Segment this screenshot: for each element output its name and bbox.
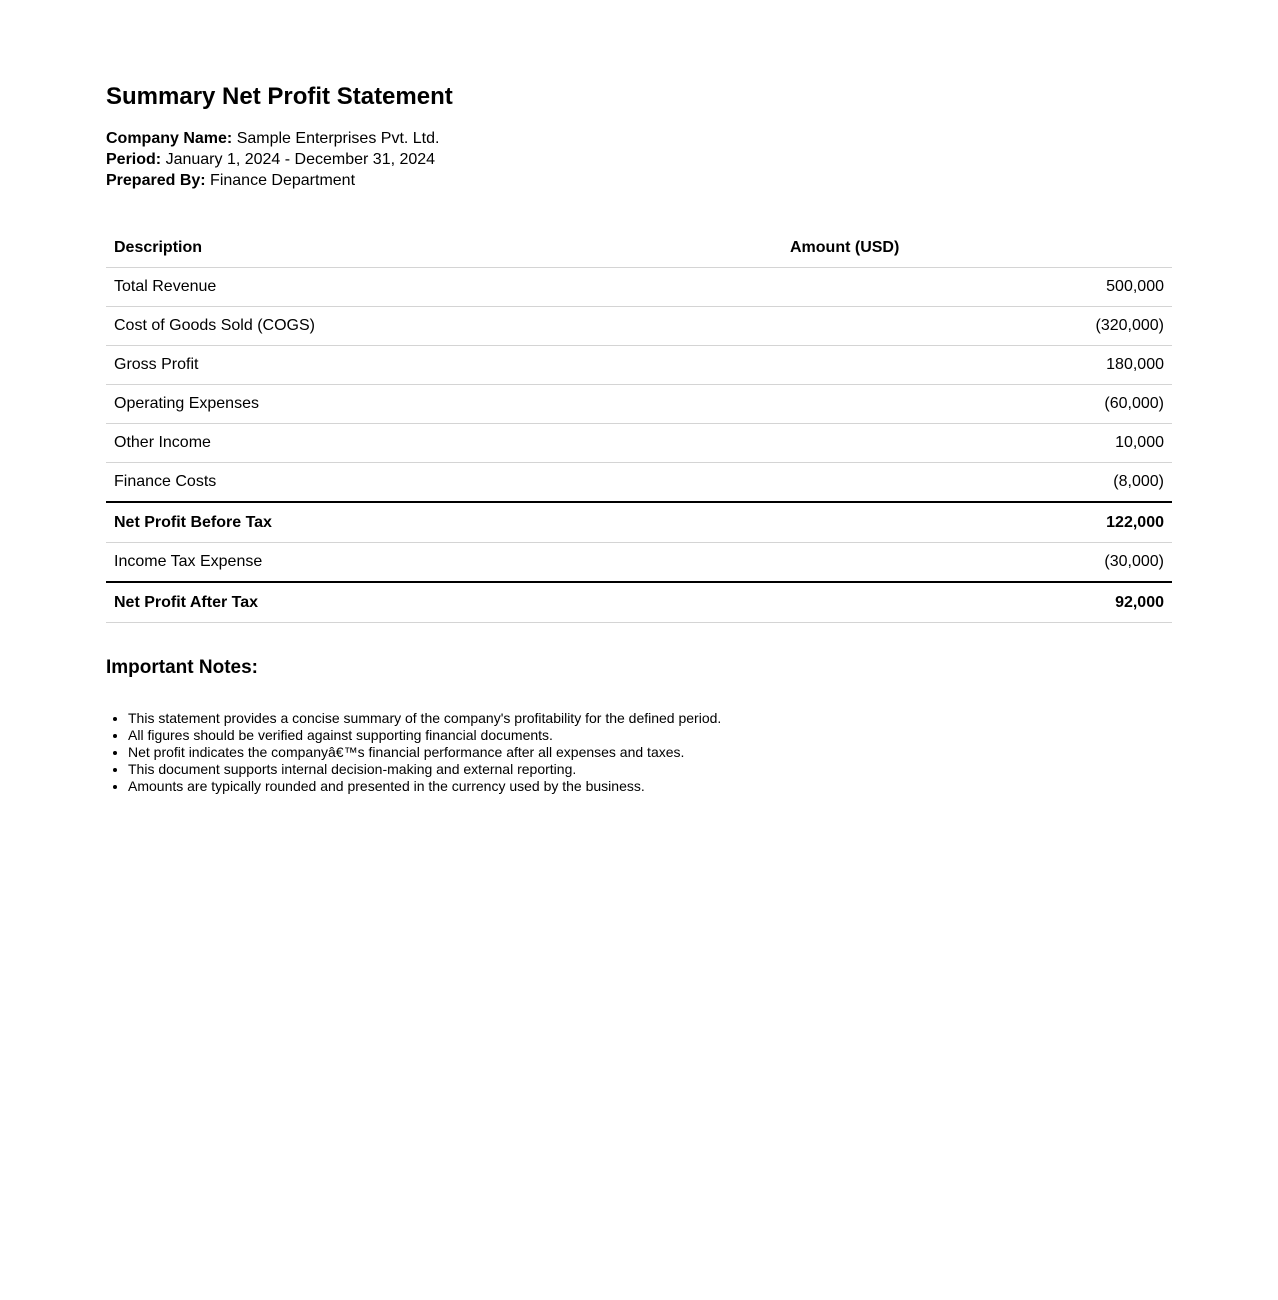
- prepared-by-label: Prepared By:: [106, 172, 206, 189]
- row-amount: 500,000: [782, 268, 1172, 307]
- amount-header: Amount (USD): [782, 229, 1172, 268]
- period-label: Period:: [106, 151, 162, 168]
- row-amount: (30,000): [782, 543, 1172, 583]
- table-row: [106, 543, 1172, 583]
- statement-meta: [106, 128, 439, 191]
- table-row: [106, 385, 1172, 424]
- description-header: Description: [106, 229, 782, 268]
- row-amount: (8,000): [782, 463, 1172, 503]
- row-amount: 180,000: [782, 346, 1172, 385]
- prepared-by-line: [106, 170, 439, 191]
- list-item: • Amounts are typically rounded and presented in the currency used by the business.: [128, 778, 1168, 795]
- list-item: • This statement provides a concise summary of the company's profitability for the defined period.: [128, 710, 1168, 727]
- row-amount: 10,000: [782, 424, 1172, 463]
- row-description: Total Revenue: [106, 268, 782, 307]
- prepared-by-value: Finance Department: [210, 172, 356, 189]
- row-description: Gross Profit: [106, 346, 782, 385]
- company-name-line: [106, 128, 439, 149]
- list-item: • All figures should be verified against supporting financial documents.: [128, 727, 1168, 744]
- row-description: Income Tax Expense: [106, 543, 782, 583]
- row-amount: (60,000): [782, 385, 1172, 424]
- row-description: Finance Costs: [106, 463, 782, 503]
- row-description: Net Profit Before Tax: [106, 502, 782, 543]
- row-description: Cost of Goods Sold (COGS): [106, 307, 782, 346]
- notes-title: Important Notes:: [106, 657, 258, 678]
- row-amount: 92,000: [782, 582, 1172, 623]
- period-value: January 1, 2024 - December 31, 2024: [165, 151, 436, 168]
- net-profit-after-tax-row: [106, 582, 1172, 623]
- notes-list: [106, 710, 1168, 795]
- company-name-value: Sample Enterprises Pvt. Ltd.: [236, 130, 440, 147]
- page-title: Summary Net Profit Statement: [106, 83, 453, 110]
- table-header-row: [106, 229, 1172, 268]
- row-description: Net Profit After Tax: [106, 582, 782, 623]
- table-row: [106, 463, 1172, 503]
- row-amount: (320,000): [782, 307, 1172, 346]
- row-description: Other Income: [106, 424, 782, 463]
- net-profit-before-tax-row: [106, 502, 1172, 543]
- profit-table: [106, 229, 1172, 623]
- list-item: • This document supports internal decision-making and external reporting.: [128, 761, 1168, 778]
- row-amount: 122,000: [782, 502, 1172, 543]
- table-row: [106, 307, 1172, 346]
- table-row: [106, 346, 1172, 385]
- row-description: Operating Expenses: [106, 385, 782, 424]
- table-row: [106, 424, 1172, 463]
- list-item: • Net profit indicates the companyâ€™s financial performance after all expenses and taxes.: [128, 744, 1168, 761]
- period-line: [106, 149, 439, 170]
- company-name-label: Company Name:: [106, 130, 233, 147]
- table-row: [106, 268, 1172, 307]
